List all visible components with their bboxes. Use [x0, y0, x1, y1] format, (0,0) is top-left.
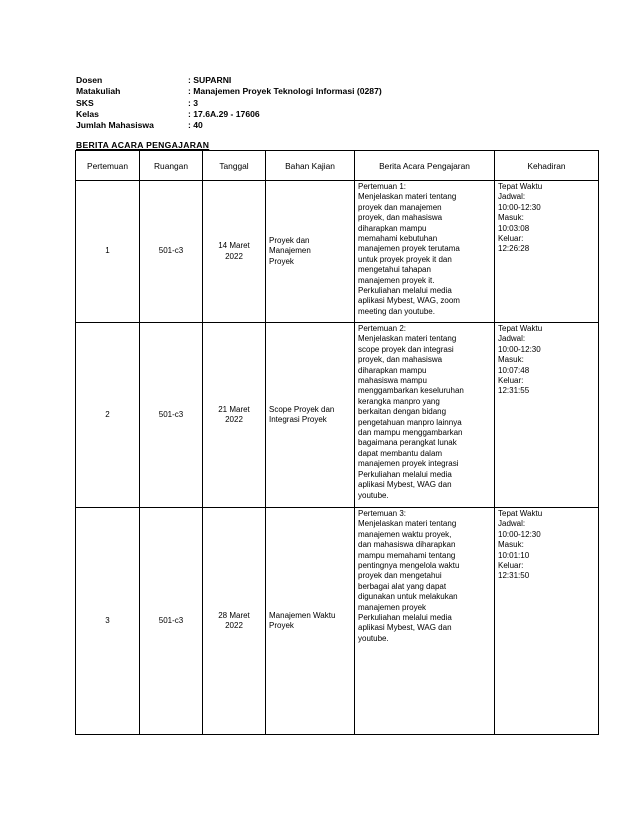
matakuliah-row: [76, 86, 382, 97]
sks-row: [76, 98, 382, 109]
kehadiran-cell: Tepat Waktu Jadwal: 10:00-12:30 Masuk: 10:03:08 Keluar: 12:26:28: [495, 181, 599, 323]
kehadiran-cell: Tepat Waktu Jadwal: 10:00-12:30 Masuk: 10:07:48 Keluar: 12:31:55: [495, 323, 599, 508]
kehadiran-cell: Tepat Waktu Jadwal: 10:00-12:30 Masuk: 10:01:10 Keluar: 12:31:50: [495, 508, 599, 735]
sks-value: : 3: [188, 97, 199, 108]
jumlah-mahasiswa-label: Jumlah Mahasiswa: [76, 120, 154, 131]
ruangan-cell: 501-c3: [140, 181, 203, 323]
bahan-kajian-cell: Proyek dan Manajemen Proyek: [266, 181, 355, 323]
header-berita-acara: Berita Acara Pengajaran: [355, 151, 495, 181]
dosen-value: : SUPARNI: [188, 75, 232, 85]
teaching-record-table: [75, 150, 599, 735]
table-row: [76, 181, 599, 323]
matakuliah-value: : Manajemen Proyek Teknologi Informasi (0287): [188, 86, 382, 97]
table-header-row: [76, 151, 599, 181]
header-ruangan: Ruangan: [140, 151, 203, 181]
pertemuan-cell: 3: [76, 508, 140, 735]
pertemuan-cell: 2: [76, 323, 140, 508]
dosen-row: [76, 75, 382, 86]
header-pertemuan: Pertemuan: [76, 151, 140, 181]
table-row: [76, 508, 599, 735]
ruangan-cell: 501-c3: [140, 323, 203, 508]
jumlah-mahasiswa-value: : 40: [188, 120, 203, 131]
header-bahan-kajian: Bahan Kajian: [266, 151, 355, 181]
tanggal-cell: 21 Maret 2022: [203, 323, 266, 508]
sks-label: SKS: [76, 97, 94, 108]
kelas-row: [76, 109, 382, 120]
matakuliah-label: Matakuliah: [76, 86, 121, 97]
section-title: BERITA ACARA PENGAJARAN: [76, 140, 210, 150]
ruangan-cell: 501-c3: [140, 508, 203, 735]
bahan-kajian-cell: Scope Proyek dan Integrasi Proyek: [266, 323, 355, 508]
header-kehadiran: Kehadiran: [495, 151, 599, 181]
jumlah-mahasiswa-row: [76, 120, 382, 131]
course-info: [76, 75, 382, 131]
berita-acara-cell: Pertemuan 3: Menjelaskan materi tentang manajemen waktu proyek, dan mahasiswa diharapkan mampu memahami tentang pentingnya mengelola waktu proyek dan mengetahui berbagai alat yang dapat digunakan untuk melakukan manajemen proyek Perkuliahan melalui media aplikasi Mybest, WAG dan youtube.: [355, 508, 495, 735]
tanggal-cell: 28 Maret 2022: [203, 508, 266, 735]
header-tanggal: Tanggal: [203, 151, 266, 181]
pertemuan-cell: 1: [76, 181, 140, 323]
dosen-label: Dosen: [76, 75, 103, 85]
table-row: [76, 323, 599, 508]
bahan-kajian-cell: Manajemen Waktu Proyek: [266, 508, 355, 735]
berita-acara-cell: Pertemuan 2: Menjelaskan materi tentang scope proyek dan integrasi proyek, dan mahasiswa diharapkan mampu mahasiswa mampu menggambarkan keseluruhan kerangka manpro yang berkaitan dengan bidang pengetahuan manpro lainnya dan mampu menggambarkan bagaimana perangkat lunak dapat membantu dalam manajemen proyek integrasi Perkuliahan melalui media aplikasi Mybest, WAG dan youtube.: [355, 323, 495, 508]
tanggal-cell: 14 Maret 2022: [203, 181, 266, 323]
kelas-value: : 17.6A.29 - 17606: [188, 108, 260, 119]
kelas-label: Kelas: [76, 108, 99, 119]
berita-acara-cell: Pertemuan 1: Menjelaskan materi tentang proyek dan manajemen proyek, dan mahasiswa diharapkan mampu memahami kebutuhan manajemen proyek terutama untuk proyek proyek it dan mengetahui tahapan manajemen proyek it. Perkuliahan melalui media aplikasi Mybest, WAG, zoom meeting dan youtube.: [355, 181, 495, 323]
